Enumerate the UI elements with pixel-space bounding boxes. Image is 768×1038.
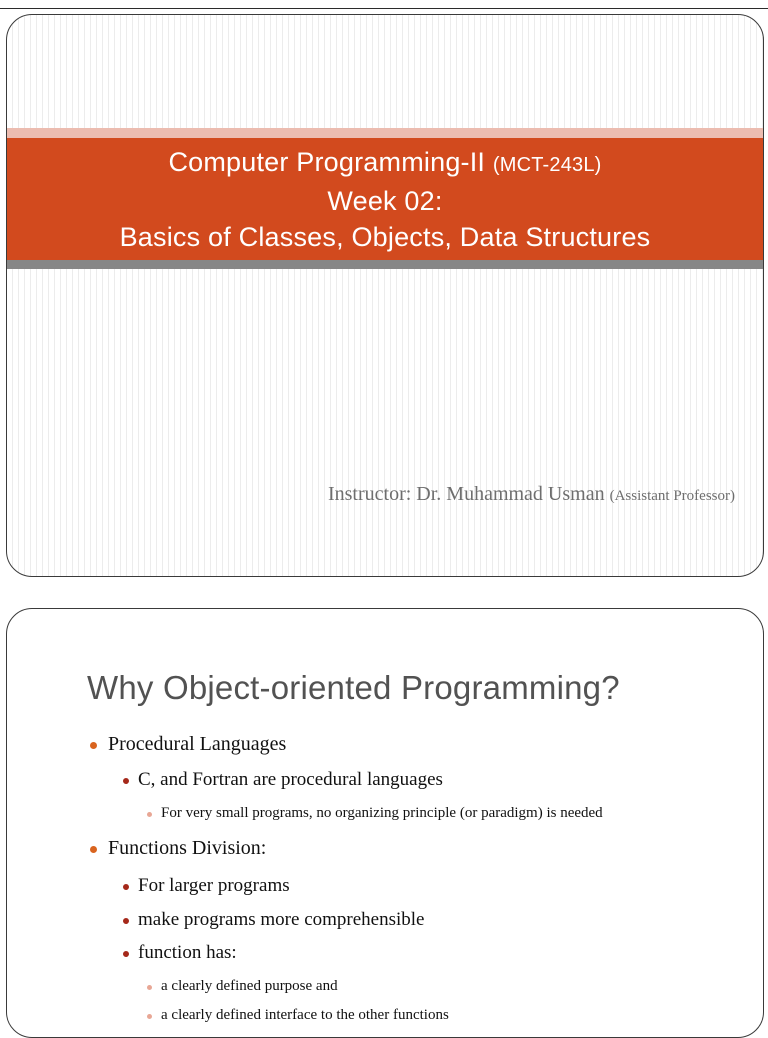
week-label: Week 02: <box>327 186 443 216</box>
bullet-dot-icon <box>123 778 129 784</box>
bullet-dot-icon <box>147 1014 152 1019</box>
bullet-text: a clearly defined purpose and <box>161 978 338 994</box>
bullet-text: For larger programs <box>138 875 290 896</box>
bullet-dot-icon <box>90 846 97 853</box>
course-code: (MCT-243L) <box>492 154 602 176</box>
bullet-dot-icon <box>123 951 129 957</box>
slide-why-oop <box>6 608 764 1038</box>
lecture-subtitle: Basics of Classes, Objects, Data Structures <box>119 222 651 252</box>
instructor-line <box>328 483 735 506</box>
bullet-item <box>161 1007 449 1024</box>
bullet-item <box>138 875 290 897</box>
course-name: Computer Programming-II <box>168 147 486 177</box>
bullet-item <box>161 978 338 995</box>
bullet-text: C, and Fortran are procedural languages <box>138 769 443 790</box>
bullet-dot-icon <box>147 985 152 990</box>
bullet-item <box>108 733 286 756</box>
title-band-shadow <box>7 260 763 269</box>
bullet-text: Procedural Languages <box>108 733 287 755</box>
bullet-dot-icon <box>123 918 129 924</box>
bullet-item <box>138 769 443 791</box>
bullet-text: a clearly defined interface to the other functions <box>161 1007 449 1023</box>
course-title <box>7 138 763 183</box>
bullet-item <box>108 837 266 860</box>
bullet-text: For very small programs, no organizing principle (or paradigm) is needed <box>161 805 603 821</box>
instructor-role: (Assistant Professor) <box>609 488 735 504</box>
bullet-item <box>138 909 424 931</box>
title-band <box>7 138 763 260</box>
bullet-dot-icon <box>90 742 97 749</box>
bullet-item <box>138 942 237 964</box>
bullet-dot-icon <box>147 812 152 817</box>
bullet-text: make programs more comprehensible <box>138 909 425 930</box>
bullet-item <box>161 805 603 822</box>
slide-title <box>6 14 764 577</box>
slide-heading: Why Object-oriented Programming? <box>87 669 620 706</box>
instructor-name: Instructor: Dr. Muhammad Usman <box>327 483 605 505</box>
top-divider <box>0 8 768 9</box>
bullet-dot-icon <box>123 884 129 890</box>
bullet-text: Functions Division: <box>108 837 267 859</box>
bullet-text: function has: <box>138 942 237 963</box>
title-band-accent <box>7 128 763 138</box>
